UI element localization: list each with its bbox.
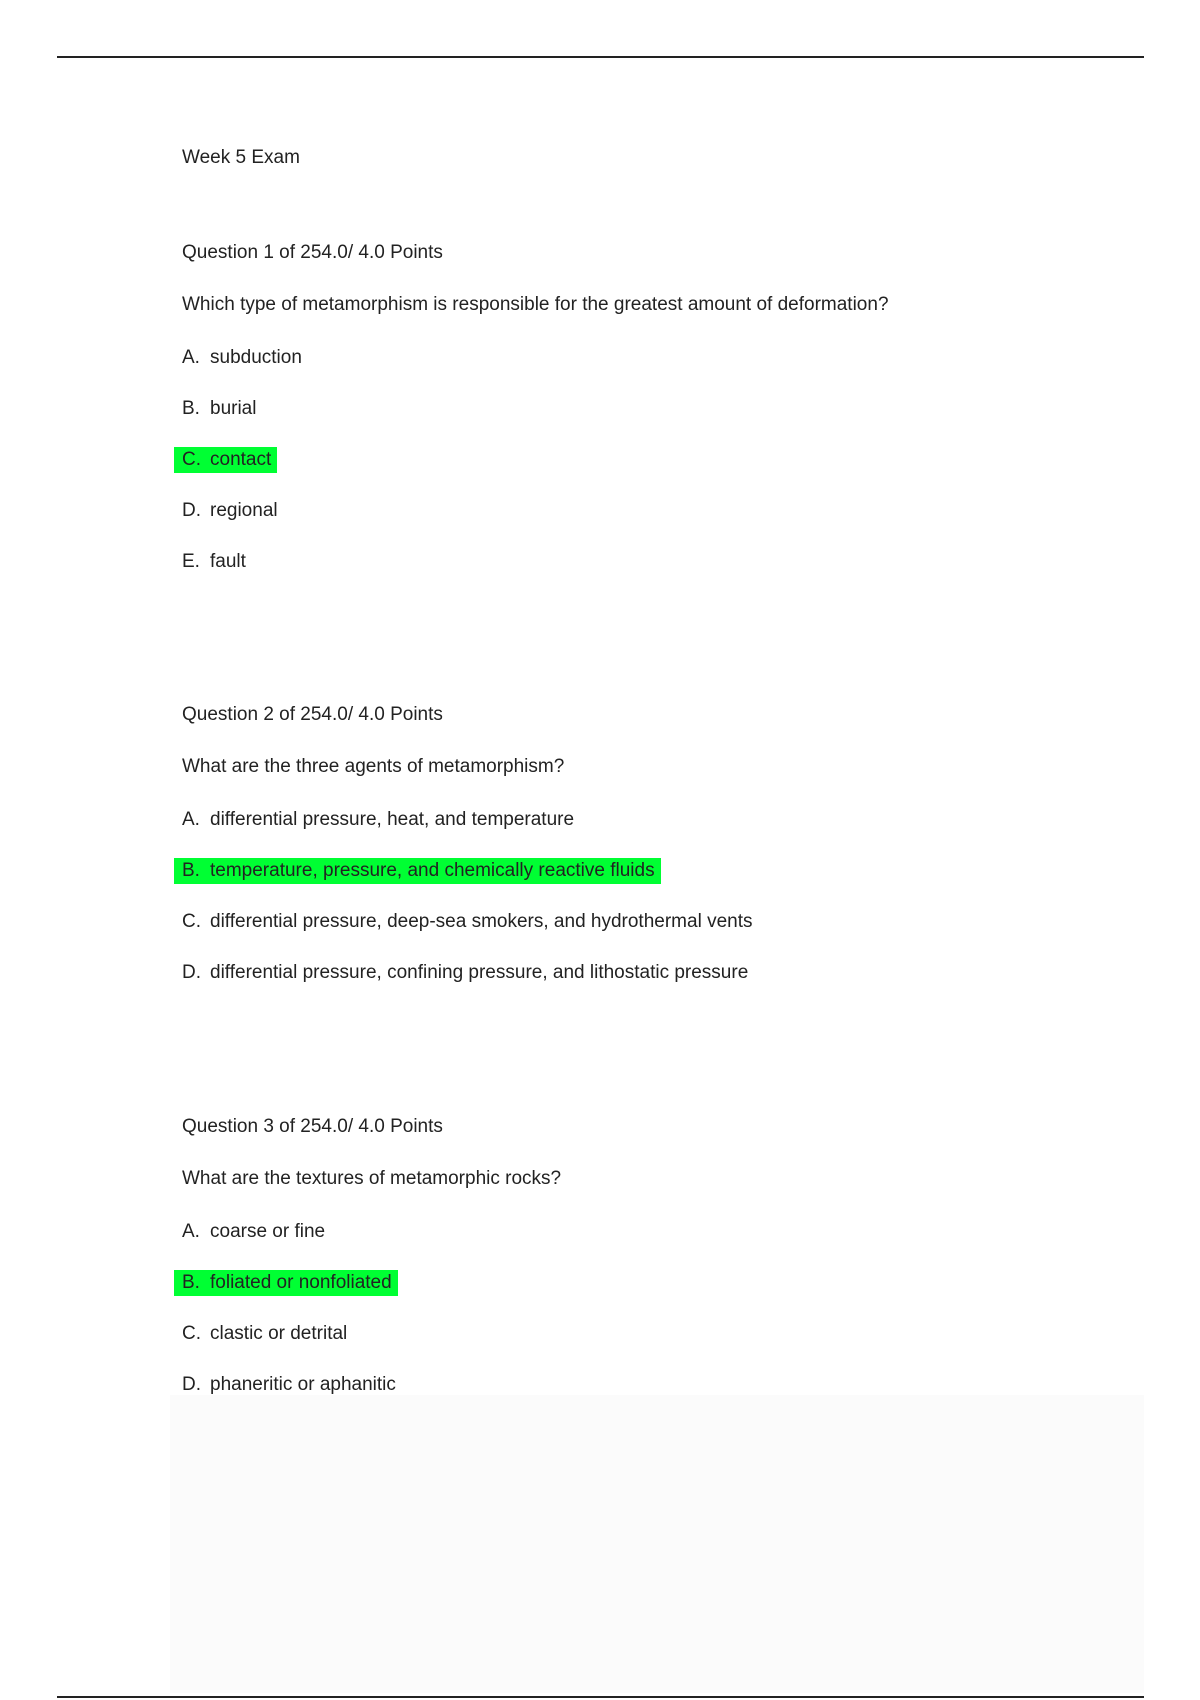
option-letter: E. <box>182 551 200 572</box>
option-text: foliated or nonfoliated <box>210 1272 392 1293</box>
option-letter: A. <box>182 1221 200 1242</box>
answer-options <box>182 1219 406 1423</box>
question-text: Which type of metamorphism is responsible for the greatest amount of deformation? <box>182 294 889 315</box>
option-text: clastic or detrital <box>210 1323 348 1344</box>
option-text: phaneritic or aphanitic <box>210 1374 396 1395</box>
answer-option[interactable] <box>182 909 758 960</box>
option-text: regional <box>210 500 278 521</box>
answer-option-highlighted[interactable] <box>182 858 758 909</box>
option-text: differential pressure, confining pressure, and lithostatic pressure <box>210 962 749 983</box>
question-header: Question 1 of 254.0/ 4.0 Points <box>182 242 443 263</box>
answer-option[interactable] <box>182 549 308 600</box>
answer-option[interactable] <box>182 1321 406 1372</box>
option-letter: C. <box>182 911 201 932</box>
option-text: temperature, pressure, and chemically reactive fluids <box>210 860 655 881</box>
question-text: What are the textures of metamorphic rocks? <box>182 1168 562 1189</box>
option-text: burial <box>210 398 257 419</box>
page-shade <box>170 1395 1144 1693</box>
option-letter: C. <box>182 1323 201 1344</box>
answer-option[interactable] <box>182 960 758 1011</box>
question-text: What are the three agents of metamorphism? <box>182 756 565 777</box>
answer-option-highlighted[interactable] <box>182 1270 406 1321</box>
top-rule <box>57 56 1144 58</box>
option-letter: B. <box>182 1272 200 1293</box>
answer-options <box>182 345 308 600</box>
option-letter: B. <box>182 398 200 419</box>
answer-option[interactable] <box>182 345 308 396</box>
option-text: coarse or fine <box>210 1221 326 1242</box>
answer-option[interactable] <box>182 1219 406 1270</box>
option-text: subduction <box>210 347 302 368</box>
answer-option[interactable] <box>182 396 308 447</box>
option-letter: D. <box>182 1374 201 1395</box>
answer-option-highlighted[interactable] <box>182 447 308 498</box>
option-text: differential pressure, heat, and temperature <box>210 809 575 830</box>
option-letter: C. <box>182 449 201 470</box>
answer-option[interactable] <box>182 498 308 549</box>
answer-option[interactable] <box>182 1372 406 1423</box>
option-letter: A. <box>182 809 200 830</box>
option-text: contact <box>210 449 272 470</box>
question-header: Question 2 of 254.0/ 4.0 Points <box>182 704 443 725</box>
question-header: Question 3 of 254.0/ 4.0 Points <box>182 1116 443 1137</box>
bottom-rule <box>57 1696 1144 1698</box>
option-text: fault <box>210 551 246 572</box>
option-letter: B. <box>182 860 200 881</box>
answer-options <box>182 807 758 1011</box>
option-letter: A. <box>182 347 200 368</box>
answer-option[interactable] <box>182 807 758 858</box>
option-text: differential pressure, deep-sea smokers, and hydrothermal vents <box>210 911 753 932</box>
document-title: Week 5 Exam <box>182 147 300 168</box>
option-letter: D. <box>182 500 201 521</box>
option-letter: D. <box>182 962 201 983</box>
